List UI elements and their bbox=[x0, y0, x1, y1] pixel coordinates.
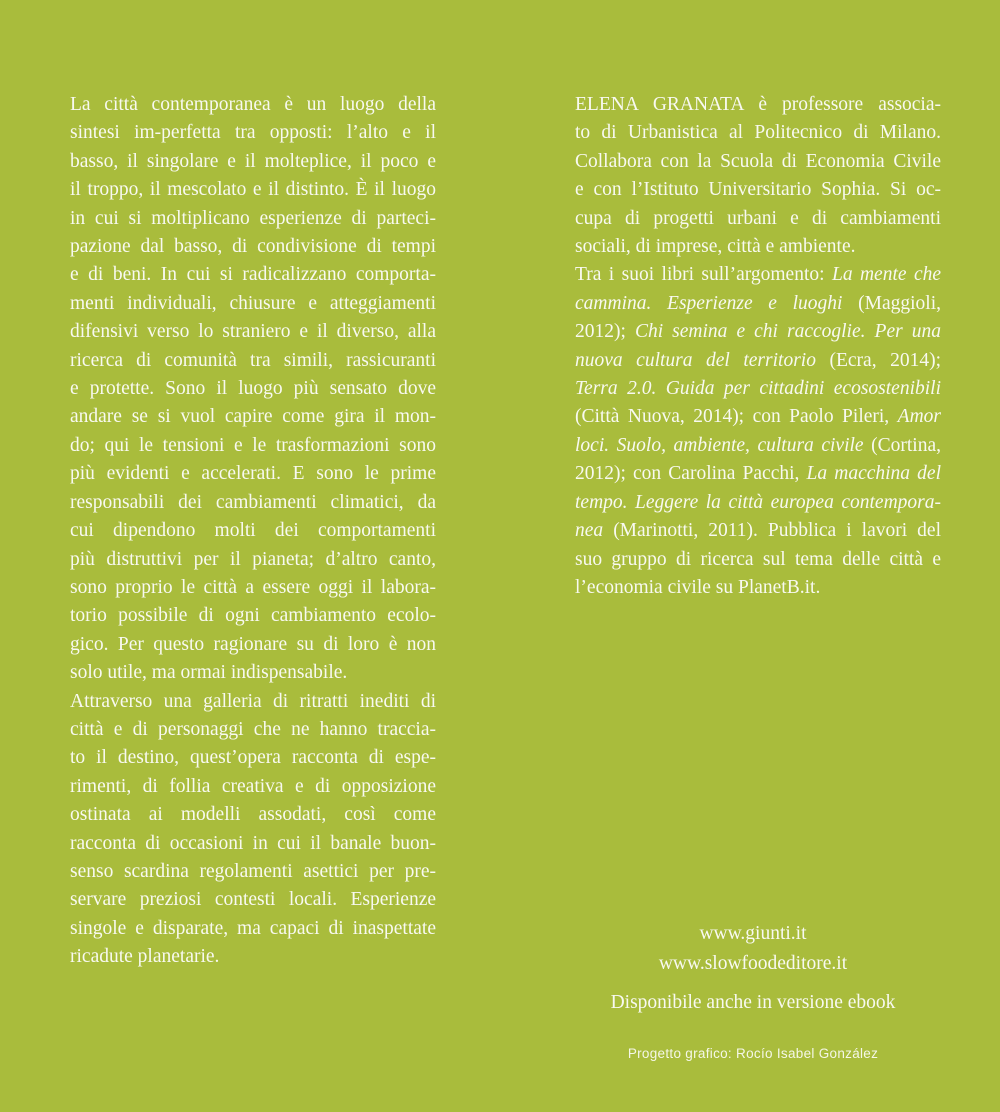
text-segment: difensivi verso lo straniero e il diverso, alla bbox=[70, 321, 436, 343]
text-segment: cui dipendono molti dei comportamenti bbox=[70, 520, 436, 542]
website-url: www.slowfoodeditore.it bbox=[658, 953, 848, 974]
text-line bbox=[575, 176, 941, 204]
text-line bbox=[70, 489, 436, 517]
text-line bbox=[70, 261, 436, 289]
text-segment: (Ecra, 2014); bbox=[815, 349, 942, 371]
text-line bbox=[575, 546, 941, 574]
text-line bbox=[70, 347, 436, 375]
footer bbox=[570, 919, 936, 1062]
text-segment: e con l’Istituto Universitario Sophia. Si oc- bbox=[575, 179, 941, 201]
text-line bbox=[575, 233, 941, 261]
text-line bbox=[70, 744, 436, 772]
text-line bbox=[70, 290, 436, 318]
text-line bbox=[575, 574, 941, 602]
design-credit: Progetto grafico: Rocío Isabel González bbox=[627, 1046, 879, 1061]
text-segment: ricerca di comunità tra simili, rassicuranti bbox=[70, 349, 436, 371]
text-line bbox=[575, 318, 941, 346]
text-line bbox=[70, 460, 436, 488]
text-segment: Collabora con la Scuola di Economia Civile bbox=[575, 150, 941, 172]
text-segment: e protette. Sono il luogo più sensato dove bbox=[70, 378, 436, 400]
book-title-italic: tempo. Leggere la città europea contempora- bbox=[575, 491, 941, 513]
text-segment: rimenti, di follia creativa e di opposizione bbox=[70, 775, 436, 797]
text-segment: città e di personaggi che ne hanno traccia- bbox=[70, 718, 436, 740]
text-segment: singole e disparate, ma capaci di inaspettate bbox=[70, 917, 436, 939]
publisher-websites bbox=[570, 919, 936, 979]
text-line bbox=[70, 546, 436, 574]
text-line bbox=[575, 460, 941, 488]
text-segment: ELENA GRANATA è professore associa- bbox=[575, 94, 941, 115]
text-segment: (Città Nuova, 2014); con Paolo Pileri, bbox=[575, 406, 898, 428]
text-line bbox=[70, 375, 436, 403]
text-line bbox=[70, 631, 436, 659]
text-segment: sintesi im-perfetta tra opposti: l’alto e il bbox=[70, 122, 436, 144]
text-segment: cupa di progetti urbani e di cambiamenti bbox=[575, 207, 941, 229]
text-line bbox=[70, 688, 436, 716]
text-segment: 2012); con Carolina Pacchi, bbox=[575, 463, 807, 485]
text-line bbox=[70, 830, 436, 858]
text-segment: sono proprio le città a essere oggi il labora- bbox=[70, 576, 436, 598]
book-title-italic: Terra 2.0. Guida per cittadini ecosostenibili bbox=[575, 378, 941, 400]
text-line bbox=[575, 375, 941, 403]
text-segment: pazione dal basso, di condivisione di tempi bbox=[70, 236, 436, 258]
text-segment: il troppo, il mescolato e il distinto. È il luogo bbox=[70, 179, 436, 201]
text-line bbox=[70, 176, 436, 204]
text-line bbox=[70, 801, 436, 829]
text-line bbox=[575, 119, 941, 147]
text-line bbox=[70, 318, 436, 346]
text-segment: (Cortina, bbox=[863, 434, 942, 456]
book-title-italic: La mente che bbox=[831, 264, 942, 286]
text-line bbox=[575, 205, 941, 233]
text-line bbox=[70, 602, 436, 630]
text-segment: senso scardina regolamenti asettici per pre- bbox=[70, 860, 436, 882]
book-description bbox=[70, 91, 436, 972]
text-segment: in cui si moltiplicano esperienze di parteci- bbox=[70, 207, 436, 229]
text-segment: più distruttivi per il pianeta; d’altro canto, bbox=[70, 548, 436, 570]
text-segment: do; qui le tensioni e le trasformazioni sono bbox=[70, 434, 436, 456]
book-title-italic: nuova cultura del territorio bbox=[575, 349, 816, 371]
book-title-italic: loci. Suolo, ambiente, cultura civile bbox=[575, 434, 864, 456]
text-line bbox=[575, 432, 941, 460]
text-segment: servare preziosi contesti locali. Esperienze bbox=[70, 889, 436, 911]
author-bio bbox=[575, 91, 941, 602]
text-segment: torio possibile di ogni cambiamento ecolo- bbox=[70, 605, 436, 627]
text-segment: La città contemporanea è un luogo della bbox=[70, 94, 436, 115]
website-url: www.giunti.it bbox=[699, 923, 807, 944]
book-title-italic: Amor bbox=[897, 406, 941, 428]
text-line bbox=[575, 517, 941, 545]
text-segment: (Maggioli, bbox=[842, 292, 941, 314]
text-segment: menti individuali, chiusure e atteggiamenti bbox=[70, 292, 436, 314]
text-line bbox=[575, 347, 941, 375]
text-segment: gico. Per questo ragionare su di loro è non bbox=[70, 633, 436, 655]
text-line bbox=[70, 858, 436, 886]
text-segment: sociali, di imprese, città e ambiente. bbox=[575, 236, 856, 258]
text-segment: basso, il singolare e il molteplice, il poco e bbox=[70, 150, 436, 172]
text-segment: responsabili dei cambiamenti climatici, da bbox=[70, 491, 436, 513]
text-segment: racconta di occasioni in cui il banale buon- bbox=[70, 832, 436, 854]
text-line bbox=[70, 773, 436, 801]
text-line bbox=[70, 659, 436, 687]
text-segment: suo gruppo di ricerca sul tema delle città e bbox=[575, 548, 941, 570]
text-line bbox=[70, 91, 436, 119]
text-line bbox=[70, 403, 436, 431]
text-line bbox=[575, 489, 941, 517]
text-segment: (Marinotti, 2011). Pubblica i lavori del bbox=[603, 520, 941, 542]
text-line bbox=[70, 119, 436, 147]
text-segment: 2012); bbox=[575, 321, 635, 343]
text-line bbox=[70, 517, 436, 545]
text-line bbox=[70, 886, 436, 914]
text-line bbox=[575, 91, 941, 119]
text-line bbox=[70, 148, 436, 176]
text-segment: andare se si vuol capire come gira il mon- bbox=[70, 406, 436, 428]
text-segment: e di beni. In cui si radicalizzano comporta- bbox=[70, 264, 436, 286]
text-line bbox=[70, 943, 436, 971]
text-line bbox=[70, 574, 436, 602]
text-segment: l’economia civile su PlanetB.it. bbox=[575, 576, 821, 598]
book-title-italic: Chi semina e chi raccoglie. Per una bbox=[634, 321, 941, 343]
text-line bbox=[575, 403, 941, 431]
text-segment: Tra i suoi libri sull’argomento: bbox=[575, 264, 832, 286]
text-segment: più evidenti e accelerati. E sono le prime bbox=[70, 463, 436, 485]
text-line bbox=[70, 205, 436, 233]
text-line bbox=[70, 915, 436, 943]
book-title-italic: cammina. Esperienze e luoghi bbox=[575, 292, 843, 314]
text-line bbox=[575, 148, 941, 176]
book-title-italic: nea bbox=[575, 520, 604, 542]
text-segment: Attraverso una galleria di ritratti inediti di bbox=[70, 690, 436, 712]
book-title-italic: La macchina del bbox=[806, 463, 941, 485]
text-segment: to il destino, quest’opera racconta di espe- bbox=[70, 747, 436, 769]
text-segment: solo utile, ma ormai indispensabile. bbox=[70, 662, 348, 684]
text-line bbox=[70, 233, 436, 261]
text-segment: ricadute planetarie. bbox=[70, 946, 220, 968]
ebook-note: Disponibile anche in versione ebook bbox=[610, 992, 896, 1013]
text-line bbox=[70, 432, 436, 460]
text-line bbox=[575, 290, 941, 318]
text-line bbox=[70, 716, 436, 744]
text-line bbox=[575, 261, 941, 289]
text-segment: to di Urbanistica al Politecnico di Milano. bbox=[575, 122, 941, 144]
text-segment: ostinata ai modelli assodati, così come bbox=[70, 804, 436, 826]
